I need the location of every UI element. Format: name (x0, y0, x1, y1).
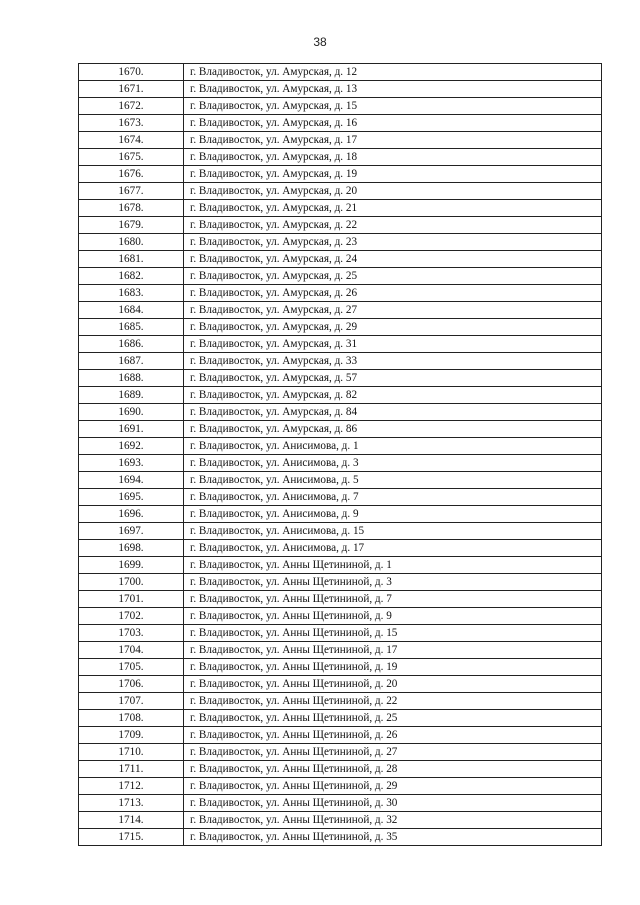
table-row (79, 523, 602, 540)
row-address: г. Владивосток, ул. Анны Щетининой, д. 26 (184, 727, 602, 744)
row-number: 1671. (79, 81, 184, 98)
table-row (79, 438, 602, 455)
row-number: 1675. (79, 149, 184, 166)
table-row (79, 81, 602, 98)
row-number: 1690. (79, 404, 184, 421)
row-number: 1696. (79, 506, 184, 523)
row-number: 1708. (79, 710, 184, 727)
row-address: г. Владивосток, ул. Анны Щетининой, д. 17 (184, 642, 602, 659)
table-row (79, 421, 602, 438)
row-address: г. Владивосток, ул. Амурская, д. 31 (184, 336, 602, 353)
row-address: г. Владивосток, ул. Амурская, д. 21 (184, 200, 602, 217)
row-address: г. Владивосток, ул. Анны Щетининой, д. 30 (184, 795, 602, 812)
row-address: г. Владивосток, ул. Анисимова, д. 17 (184, 540, 602, 557)
row-address: г. Владивосток, ул. Амурская, д. 13 (184, 81, 602, 98)
table-row (79, 710, 602, 727)
row-address: г. Владивосток, ул. Амурская, д. 29 (184, 319, 602, 336)
row-number: 1700. (79, 574, 184, 591)
table-row (79, 217, 602, 234)
row-number: 1691. (79, 421, 184, 438)
row-number: 1689. (79, 387, 184, 404)
table-row (79, 591, 602, 608)
address-table (78, 63, 602, 846)
table-row (79, 183, 602, 200)
row-address: г. Владивосток, ул. Анисимова, д. 5 (184, 472, 602, 489)
row-address: г. Владивосток, ул. Амурская, д. 26 (184, 285, 602, 302)
row-number: 1673. (79, 115, 184, 132)
table-row (79, 234, 602, 251)
table-row (79, 608, 602, 625)
row-number: 1694. (79, 472, 184, 489)
table-row (79, 149, 602, 166)
row-address: г. Владивосток, ул. Амурская, д. 57 (184, 370, 602, 387)
row-address: г. Владивосток, ул. Амурская, д. 82 (184, 387, 602, 404)
row-number: 1679. (79, 217, 184, 234)
row-number: 1672. (79, 98, 184, 115)
table-row (79, 455, 602, 472)
table-row (79, 370, 602, 387)
table-row (79, 268, 602, 285)
row-address: г. Владивосток, ул. Амурская, д. 22 (184, 217, 602, 234)
row-address: г. Владивосток, ул. Анисимова, д. 9 (184, 506, 602, 523)
table-row (79, 200, 602, 217)
row-address: г. Владивосток, ул. Амурская, д. 12 (184, 64, 602, 81)
table-row (79, 404, 602, 421)
table-row (79, 387, 602, 404)
row-address: г. Владивосток, ул. Анны Щетининой, д. 15 (184, 625, 602, 642)
table-row (79, 625, 602, 642)
table-row (79, 574, 602, 591)
row-number: 1684. (79, 302, 184, 319)
row-address: г. Владивосток, ул. Анисимова, д. 15 (184, 523, 602, 540)
row-address: г. Владивосток, ул. Анны Щетининой, д. 32 (184, 812, 602, 829)
row-address: г. Владивосток, ул. Амурская, д. 19 (184, 166, 602, 183)
table-row (79, 336, 602, 353)
row-number: 1712. (79, 778, 184, 795)
table-row (79, 676, 602, 693)
table-row (79, 727, 602, 744)
row-number: 1674. (79, 132, 184, 149)
page-number: 38 (313, 35, 327, 49)
row-address: г. Владивосток, ул. Анисимова, д. 7 (184, 489, 602, 506)
table-row (79, 693, 602, 710)
table-row (79, 761, 602, 778)
table-row (79, 642, 602, 659)
row-address: г. Владивосток, ул. Амурская, д. 23 (184, 234, 602, 251)
row-number: 1670. (79, 64, 184, 81)
row-number: 1677. (79, 183, 184, 200)
table-row (79, 540, 602, 557)
row-number: 1683. (79, 285, 184, 302)
row-number: 1685. (79, 319, 184, 336)
row-address: г. Владивосток, ул. Амурская, д. 33 (184, 353, 602, 370)
row-address: г. Владивосток, ул. Анны Щетининой, д. 3 (184, 574, 602, 591)
row-address: г. Владивосток, ул. Анны Щетининой, д. 20 (184, 676, 602, 693)
table-row (79, 778, 602, 795)
table-row (79, 251, 602, 268)
row-number: 1693. (79, 455, 184, 472)
row-number: 1697. (79, 523, 184, 540)
table-row (79, 353, 602, 370)
row-address: г. Владивосток, ул. Амурская, д. 86 (184, 421, 602, 438)
table-row (79, 795, 602, 812)
table-row (79, 64, 602, 81)
row-address: г. Владивосток, ул. Амурская, д. 27 (184, 302, 602, 319)
row-address: г. Владивосток, ул. Анны Щетининой, д. 22 (184, 693, 602, 710)
address-table-body (79, 64, 602, 846)
row-address: г. Владивосток, ул. Амурская, д. 25 (184, 268, 602, 285)
row-address: г. Владивосток, ул. Анны Щетининой, д. 27 (184, 744, 602, 761)
row-number: 1680. (79, 234, 184, 251)
row-address: г. Владивосток, ул. Амурская, д. 15 (184, 98, 602, 115)
row-number: 1702. (79, 608, 184, 625)
table-row (79, 115, 602, 132)
row-number: 1682. (79, 268, 184, 285)
row-number: 1695. (79, 489, 184, 506)
table-row (79, 744, 602, 761)
row-number: 1715. (79, 829, 184, 846)
row-number: 1687. (79, 353, 184, 370)
row-address: г. Владивосток, ул. Анисимова, д. 3 (184, 455, 602, 472)
row-number: 1706. (79, 676, 184, 693)
row-number: 1699. (79, 557, 184, 574)
row-number: 1688. (79, 370, 184, 387)
row-address: г. Владивосток, ул. Амурская, д. 20 (184, 183, 602, 200)
row-number: 1692. (79, 438, 184, 455)
row-address: г. Владивосток, ул. Анны Щетининой, д. 9 (184, 608, 602, 625)
row-address: г. Владивосток, ул. Анны Щетининой, д. 28 (184, 761, 602, 778)
row-address: г. Владивосток, ул. Амурская, д. 84 (184, 404, 602, 421)
table-row (79, 166, 602, 183)
row-number: 1678. (79, 200, 184, 217)
row-address: г. Владивосток, ул. Анны Щетининой, д. 25 (184, 710, 602, 727)
row-address: г. Владивосток, ул. Анны Щетининой, д. 35 (184, 829, 602, 846)
row-address: г. Владивосток, ул. Амурская, д. 17 (184, 132, 602, 149)
row-number: 1707. (79, 693, 184, 710)
row-address: г. Владивосток, ул. Амурская, д. 16 (184, 115, 602, 132)
table-row (79, 506, 602, 523)
table-row (79, 489, 602, 506)
row-address: г. Владивосток, ул. Анны Щетининой, д. 19 (184, 659, 602, 676)
row-number: 1686. (79, 336, 184, 353)
row-address: г. Владивосток, ул. Анны Щетининой, д. 7 (184, 591, 602, 608)
row-address: г. Владивосток, ул. Амурская, д. 24 (184, 251, 602, 268)
row-number: 1709. (79, 727, 184, 744)
row-address: г. Владивосток, ул. Амурская, д. 18 (184, 149, 602, 166)
table-row (79, 472, 602, 489)
row-number: 1676. (79, 166, 184, 183)
row-number: 1714. (79, 812, 184, 829)
table-row (79, 98, 602, 115)
row-number: 1703. (79, 625, 184, 642)
row-address: г. Владивосток, ул. Анны Щетининой, д. 29 (184, 778, 602, 795)
table-row (79, 829, 602, 846)
table-row (79, 132, 602, 149)
row-address: г. Владивосток, ул. Анисимова, д. 1 (184, 438, 602, 455)
table-row (79, 319, 602, 336)
table-row (79, 285, 602, 302)
row-number: 1710. (79, 744, 184, 761)
table-row (79, 812, 602, 829)
row-number: 1713. (79, 795, 184, 812)
row-number: 1701. (79, 591, 184, 608)
row-number: 1711. (79, 761, 184, 778)
table-row (79, 302, 602, 319)
row-number: 1698. (79, 540, 184, 557)
table-row (79, 557, 602, 574)
row-number: 1681. (79, 251, 184, 268)
row-address: г. Владивосток, ул. Анны Щетининой, д. 1 (184, 557, 602, 574)
row-number: 1704. (79, 642, 184, 659)
row-number: 1705. (79, 659, 184, 676)
table-row (79, 659, 602, 676)
